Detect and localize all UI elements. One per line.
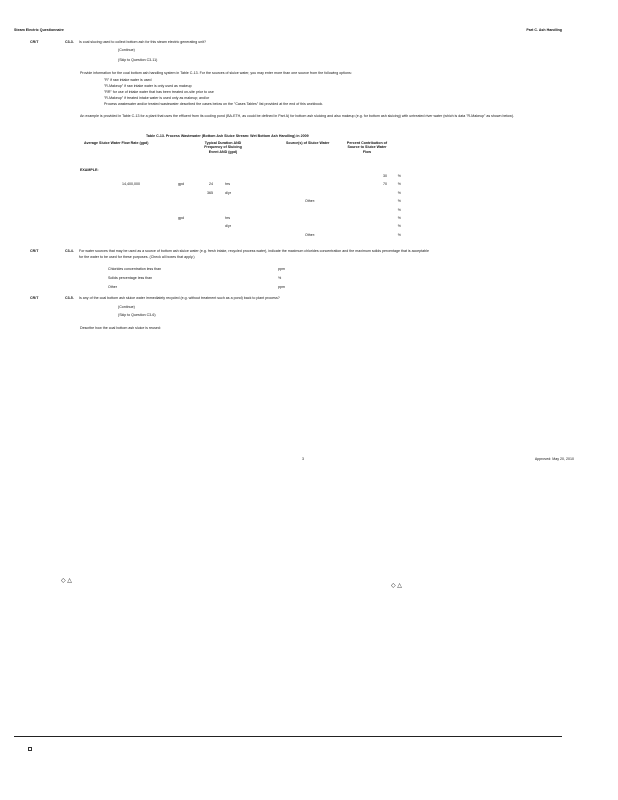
column-header-duration: Typical Duration AND Frequency of Sluicing Event AND (gpd) xyxy=(204,141,242,154)
table-row xyxy=(80,182,401,190)
source-cell[interactable]: Other: xyxy=(305,232,315,237)
duration-unit xyxy=(225,208,255,216)
column-header-flow: Average Sluice Water Flow Rate (gpd) xyxy=(84,141,149,145)
option-item: "R" if raw intake water is used xyxy=(104,78,152,82)
chlorides-unit: ppm xyxy=(278,267,285,271)
example-label: EXAMPLE: xyxy=(80,168,99,172)
question-text-c33: Is coal slucing used to collect bottom ash for this steam electric generating unit? xyxy=(79,40,207,44)
flow-cell[interactable] xyxy=(80,174,140,182)
flow-unit xyxy=(140,208,184,216)
table-row xyxy=(80,233,401,241)
column-header-source: Source(s) of Sluice Water xyxy=(286,141,330,145)
duration-cell[interactable] xyxy=(184,233,213,241)
column-header-percent: Percent Contribution of Source to Sluice Water Flow xyxy=(346,141,388,154)
skip-checkbox-c35[interactable]: (Skip to Question C3-6) xyxy=(118,313,156,317)
table-row xyxy=(80,208,401,216)
percent-cell[interactable]: 30 xyxy=(383,174,387,178)
skip-label: (Skip to Question C3-11) xyxy=(118,58,158,62)
source-cell[interactable] xyxy=(255,208,369,216)
flow-cell[interactable] xyxy=(80,208,140,216)
flow-cell[interactable] xyxy=(80,199,140,207)
percent-cell[interactable] xyxy=(369,199,387,207)
page-number: 3 xyxy=(302,457,304,461)
percent-cell[interactable] xyxy=(369,224,387,232)
percent-cell[interactable] xyxy=(369,208,387,216)
source-cell[interactable] xyxy=(255,174,369,182)
solids-unit: % xyxy=(278,276,282,280)
source-cell[interactable] xyxy=(255,182,369,190)
percent-unit: % xyxy=(397,224,401,229)
percent-unit: % xyxy=(397,199,401,204)
percent-unit: % xyxy=(397,215,401,220)
percent-unit: % xyxy=(397,182,401,187)
table-row xyxy=(80,216,401,224)
percent-cell[interactable] xyxy=(369,233,387,241)
describe-reuse-label: Describe how the coal bottom ash sluice is reused: xyxy=(80,326,161,330)
duration-unit: d/yr xyxy=(225,224,231,229)
flow-unit: gpd xyxy=(178,215,184,220)
question-text-c35: Is any of the coal bottom ash sluice water immediately recycled (e.g. without treatment such as a pond) back to plant process? xyxy=(79,296,280,300)
crit-label-c35: CR/T xyxy=(30,296,39,300)
flow-cell[interactable] xyxy=(80,233,140,241)
other-checkbox[interactable]: Other xyxy=(108,285,117,289)
header-right: Part C. Ash Handling xyxy=(526,28,562,32)
duration-cell[interactable] xyxy=(184,199,213,207)
bottom-rule xyxy=(14,736,562,737)
percent-unit: % xyxy=(397,207,401,212)
header-left: Steam Electric Questionnaire xyxy=(14,28,64,32)
stray-glyphs-right: ◇ △ xyxy=(391,583,402,589)
flow-unit xyxy=(140,224,184,232)
flow-unit xyxy=(140,199,184,207)
table-title-c13: Table C-13. Process Wastewater (Bottom Ash Sluice Stream: Wet Bottom Ash Handling) in 2009 xyxy=(146,134,309,138)
chlorides-checkbox[interactable]: Chlorides concentration less than xyxy=(108,267,162,271)
question-number-c35: C3-5. xyxy=(65,296,74,300)
flow-unit xyxy=(140,174,184,182)
stray-glyphs-left: ◇ △ xyxy=(61,578,72,584)
percent-cell[interactable] xyxy=(369,216,387,224)
duration-cell[interactable]: 365 xyxy=(207,190,213,195)
table-row xyxy=(80,174,401,182)
continue-label: (Continue) xyxy=(118,48,135,52)
duration-unit xyxy=(225,233,255,241)
crit-label-c34: CR/T xyxy=(30,249,39,253)
instructions-c33: Provide information for the coal bottom ash handling system in Table C-13. For the sources of sluice water, you may enter more than one source from the following options: xyxy=(80,71,352,75)
question-number-c34: C3-4. xyxy=(65,249,74,253)
percent-unit: % xyxy=(397,174,401,178)
flow-cell[interactable] xyxy=(80,216,140,224)
duration-unit: hrs xyxy=(225,215,230,220)
duration-cell[interactable] xyxy=(184,174,213,182)
skip-checkbox-c33[interactable] xyxy=(118,58,157,62)
duration-cell[interactable] xyxy=(184,216,213,224)
other-unit: ppm xyxy=(278,285,285,289)
continue-checkbox-c35[interactable]: (Continue) xyxy=(118,305,135,309)
option-item: "R-Makeup" if raw intake water is only used as makeup xyxy=(104,84,192,88)
duration-cell[interactable] xyxy=(184,224,213,232)
sluice-table xyxy=(80,174,401,241)
square-icon xyxy=(28,747,32,751)
flow-unit: gpd xyxy=(178,182,184,187)
source-cell[interactable] xyxy=(255,191,369,199)
percent-unit: % xyxy=(397,232,401,237)
question-text-c34-line2: for the water to be used for these purposes. (Check all boxes that apply.) xyxy=(79,255,195,259)
flow-unit xyxy=(140,233,184,241)
question-text-c34-line1: For water sources that may be used as a source of bottom ash sluice water (e.g. fresh intake, recycled process water), indicate the maximum chlorides concentration and the maximum solids percentage that is acceptable xyxy=(79,249,429,253)
continue-checkbox-c33[interactable] xyxy=(118,48,135,52)
question-number-c33: C3-3. xyxy=(65,40,74,44)
option-item: Process wastewater and/or treated wastewater described the cases below on the "Cases Tables" list provided at the end of this workbook. xyxy=(104,102,324,106)
duration-unit xyxy=(225,199,255,207)
table-row xyxy=(80,199,401,207)
source-cell[interactable] xyxy=(255,224,369,232)
option-item: "RR" for use of intake water that has been treated on-site prior to use xyxy=(104,90,214,94)
table-row xyxy=(80,191,401,199)
duration-unit: d/yr xyxy=(225,190,231,195)
solids-checkbox[interactable]: Solids percentage less than xyxy=(108,276,153,280)
approved-date: Approved: May 20, 2010 xyxy=(534,457,574,461)
flow-cell[interactable] xyxy=(80,191,140,199)
percent-unit: % xyxy=(397,190,401,195)
flow-unit xyxy=(140,191,184,199)
duration-unit xyxy=(225,174,255,182)
table-row xyxy=(80,224,401,232)
percent-cell[interactable]: 70 xyxy=(383,182,387,187)
crit-label-c33: CR/T xyxy=(30,40,39,44)
flow-cell[interactable]: 14,400,000 xyxy=(122,182,140,187)
source-cell[interactable]: Other: xyxy=(305,199,315,204)
percent-cell[interactable] xyxy=(369,191,387,199)
example-text-c33: An example is provided in Table C-13 for a plant that uses the effluent from its cooling pond (BA-ETH, as could be defined in Part A) for bottom ash sluicing and also makeup (e.g. for bottom ash sluicing) with untreated river water (which is data "R-Makeup" as shown below). xyxy=(80,114,515,118)
duration-unit: hrs xyxy=(225,182,230,187)
duration-cell[interactable] xyxy=(184,208,213,216)
source-cell[interactable] xyxy=(255,216,369,224)
option-item: "R-Makeup" if treated intake water is used only as makeup; and/or xyxy=(104,96,210,100)
flow-cell[interactable] xyxy=(80,224,140,232)
duration-cell[interactable]: 24 xyxy=(209,182,213,187)
